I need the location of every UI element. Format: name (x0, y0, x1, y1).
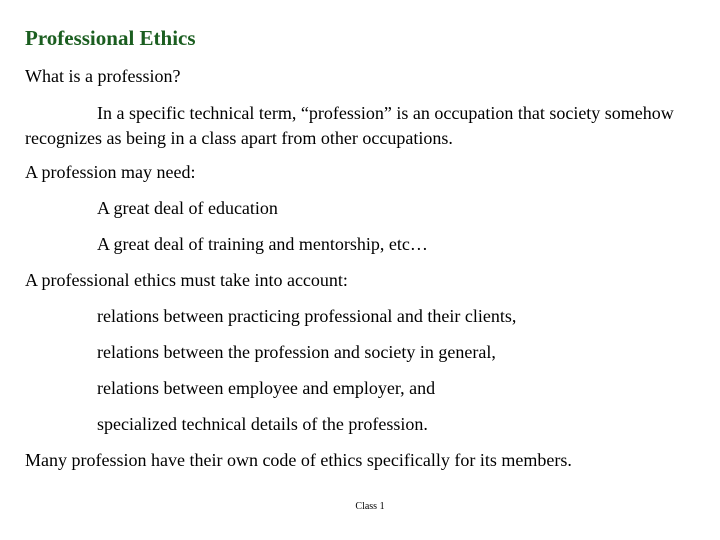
closing-line: Many profession have their own code of ethics specifically for its members. (25, 450, 572, 470)
needs-item: A great deal of training and mentorship, etc… (97, 234, 428, 254)
definition-paragraph: In a specific technical term, “profession” is an occupation that society somehow recognizes as being in a class apart from other occupations. (25, 103, 674, 148)
needs-item: A great deal of education (97, 198, 278, 218)
question-line: What is a profession? (25, 66, 181, 86)
page-title: Professional Ethics (25, 26, 196, 50)
ethics-heading: A professional ethics must take into account: (25, 270, 348, 290)
ethics-item: specialized technical details of the profession. (97, 414, 428, 434)
ethics-item: relations between the profession and society in general, (97, 342, 496, 362)
footer-label: Class 1 (355, 501, 385, 512)
ethics-item: relations between employee and employer, and (97, 378, 436, 398)
needs-heading: A profession may need: (25, 162, 196, 182)
ethics-item: relations between practicing professional and their clients, (97, 306, 517, 326)
